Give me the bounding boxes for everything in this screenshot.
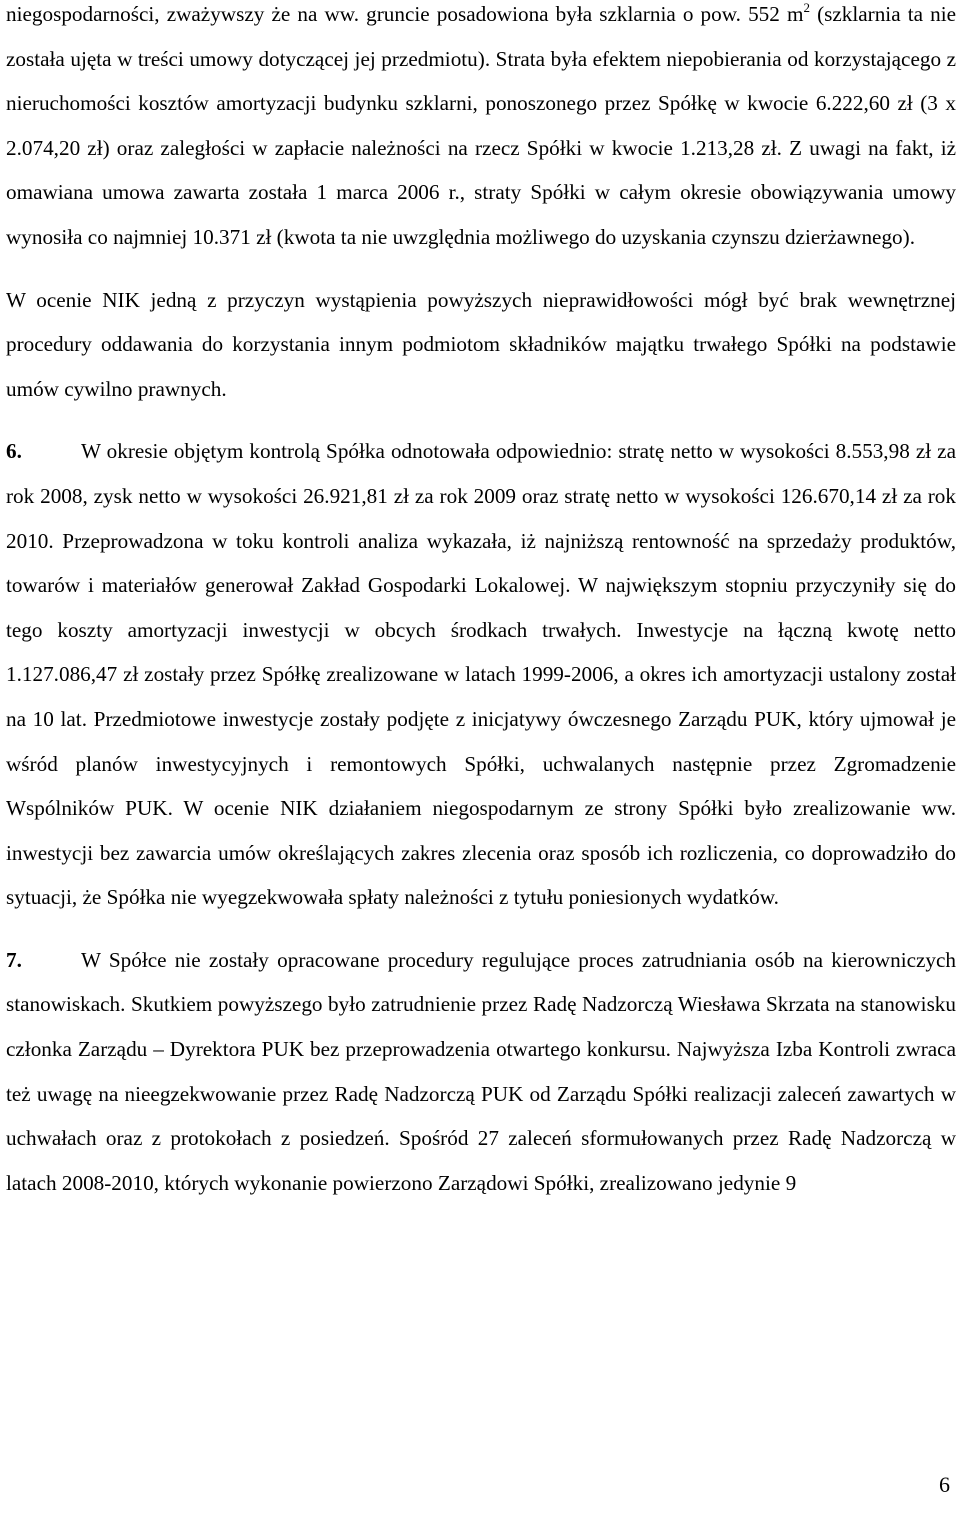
paragraph-4 — [6, 938, 956, 1206]
paragraph-1-text-b: (szklarnia ta nie została ujęta w treści umowy dotyczącej jej przedmiotu). Strata była efektem niepobierania od korzystającego z nieruchomości kosztów amortyzacji budynku szklarni, ponoszonego przez Spółkę w kwocie 6.222,60 zł (3 x 2.074,20 zł) oraz zaległości w zapłacie należności na rzecz Spółki w kwocie 1.213,28 zł. Z uwagi na fakt, iż omawiana umowa zawarta została 1 marca 2006 r., straty Spółki w całym okresie obowiązywania umowy wynosiła co najmniej 10.371 zł (kwota ta nie uwzględnia możliwego do uzyskania czynszu dzierżawnego). — [6, 2, 956, 249]
superscript-2: 2 — [803, 0, 810, 15]
page-number: 6 — [939, 1472, 950, 1497]
paragraph-1-text-a: niegospodarności, zważywszy że na ww. gruncie posadowiona była szklarnia o pow. 552 m — [6, 2, 804, 26]
document-page — [6, 0, 956, 1205]
paragraph-4-number: 7. — [6, 947, 22, 972]
paragraph-2 — [6, 278, 956, 412]
paragraph-3-text: W okresie objętym kontrolą Spółka odnotowała odpowiednio: stratę netto w wysokości 8.553,98 zł za rok 2008, zysk netto w wysokości 26.921,81 zł za rok 2009 oraz stratę netto w wysokości 126.670,14 zł za rok 2010. Przeprowadzona w toku kontroli analiza wykazała, iż najniższą rentowność na sprzedaży produktów, towarów i materiałów generował Zakład Gospodarki Lokalowej. W największym stopniu przyczyniły się do tego koszty amortyzacji inwestycji w obcych środkach trwałych. Inwestycje na łączną kwotę netto 1.127.086,47 zł zostały przez Spółkę zrealizowane w latach 1999-2006, a okres ich amortyzacji ustalony został na 10 lat. Przedmiotowe inwestycje zostały podjęte z inicjatywy ówczesnego Zarządu PUK, który ujmował je wśród planów inwestycyjnych i remontowych Spółki, uchwalanych następnie przez Zgromadzenie Wspólników PUK. W ocenie NIK działaniem niegospodarnym ze strony Spółki było zrealizowanie ww. inwestycji bez zawarcia umów określających zakres zlecenia oraz sposób ich rozliczenia, co doprowadziło do sytuacji, że Spółka nie wyegzekwowała spłaty należności z tytułu poniesionych wydatków. — [6, 439, 956, 910]
paragraph-1 — [6, 0, 956, 260]
paragraph-3-number: 6. — [6, 439, 22, 464]
paragraph-3 — [6, 429, 956, 920]
paragraph-2-text: W ocenie NIK jedną z przyczyn wystąpienia powyższych nieprawidłowości mógł być brak wewnętrznej procedury oddawania do korzystania innym podmiotom składników majątku trwałego Spółki na podstawie umów cywilno prawnych. — [6, 287, 956, 401]
paragraph-4-text: W Spółce nie zostały opracowane procedury regulujące proces zatrudniania osób na kierowniczych stanowiskach. Skutkiem powyższego było zatrudnienie przez Radę Nadzorczą Wiesława Skrzata na stanowisku członka Zarządu – Dyrektora PUK bez przeprowadzenia otwartego konkursu. Najwyższa Izba Kontroli zwraca też uwagę na nieegzekwowanie przez Radę Nadzorczą PUK od Zarządu Spółki realizacji zaleceń zawartych w uchwałach oraz z protokołach z posiedzeń. Spośród 27 zaleceń sformułowanych przez Radę Nadzorczą w latach 2008-2010, których wykonanie powierzono Zarządowi Spółki, zrealizowano jedynie 9 — [6, 947, 956, 1195]
